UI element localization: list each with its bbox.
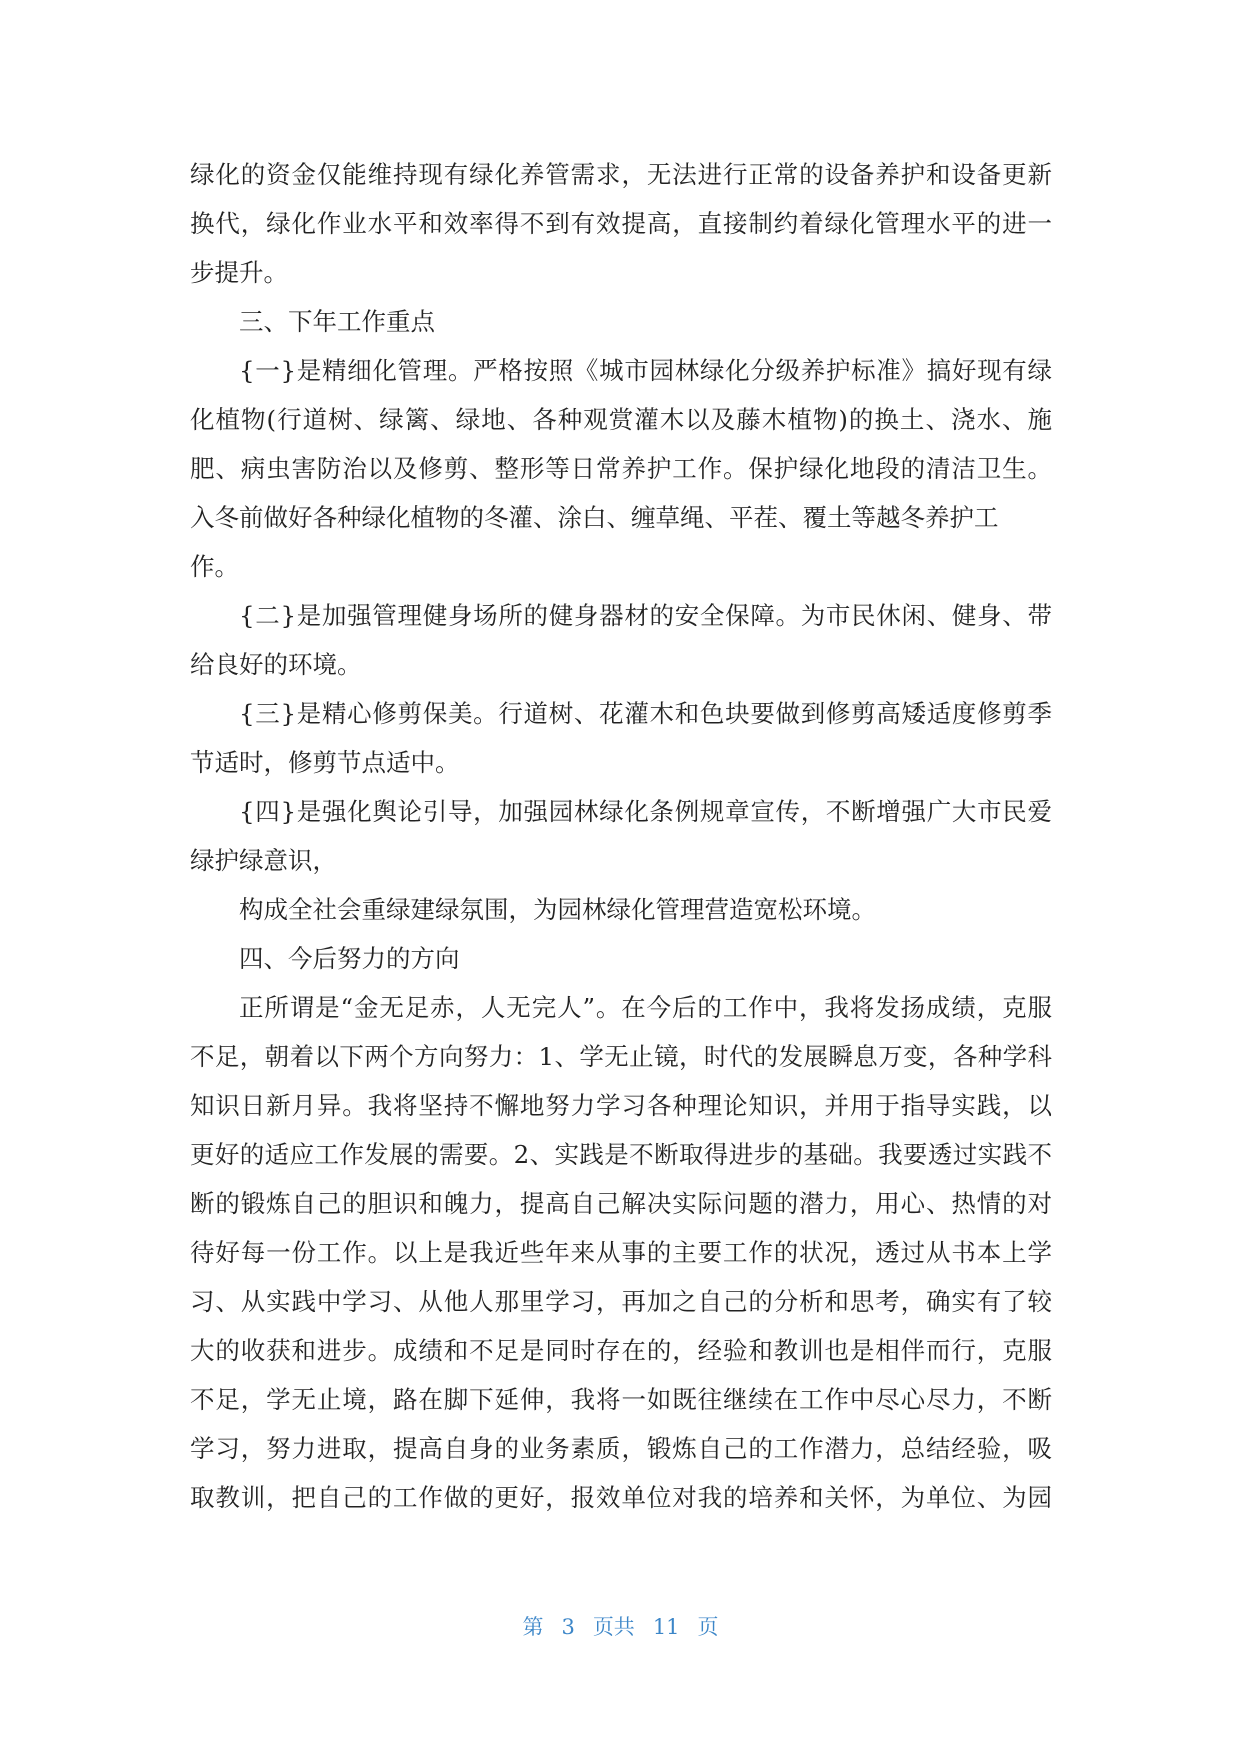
text-line: 取教训，把自己的工作做的更好，报效单位对我的培养和关怀，为单位、为园 [190,1483,1052,1512]
page-footer [0,1612,1241,1642]
text-line: 更好的适应工作发展的需要。2、实践是不断取得进步的基础。我要透过实践不 [190,1140,1052,1169]
text-line: 构成全社会重绿建绿氛围，为园林绿化管理营造宽松环境。 [239,895,876,924]
text-line: 大的收获和进步。成绩和不足是同时存在的，经验和教训也是相伴而行，克服 [190,1336,1052,1365]
text-line: 换代，绿化作业水平和效率得不到有效提高，直接制约着绿化管理水平的进一 [190,209,1052,238]
footer-suffix: 页 [697,1615,719,1639]
text-line: 断的锻炼自己的胆识和魄力，提高自己解决实际问题的潜力，用心、热情的对 [190,1189,1052,1218]
text-line: 学习，努力进取，提高自身的业务素质，锻炼自己的工作潜力，总结经验，吸 [190,1434,1052,1463]
text-line: 习、从实践中学习、从他人那里学习，再加之自己的分析和思考，确实有了较 [190,1287,1052,1316]
text-line: 给良好的环境。 [190,650,362,679]
text-line: {四}是强化舆论引导，加强园林绿化条例规章宣传，不断增强广大市民爱 [239,797,1052,826]
footer-current-page: 3 [561,1615,575,1639]
footer-total-pages: 11 [652,1615,680,1639]
text-line: 化植物(行道树、绿篱、绿地、各种观赏灌木以及藤木植物)的换土、浇水、施 [190,405,1052,434]
text-line: {一}是精细化管理。严格按照《城市园林绿化分级养护标准》搞好现有绿 [239,356,1052,385]
text-line: 作。 [190,552,239,581]
text-line: 肥、病虫害防治以及修剪、整形等日常养护工作。保护绿化地段的清洁卫生。 [190,454,1052,483]
text-line: 正所谓是“金无足赤，人无完人”。在今后的工作中，我将发扬成绩，克服 [239,993,1052,1022]
document-body [190,150,1052,1522]
text-line: 步提升。 [190,258,288,287]
footer-prefix: 第 [522,1615,544,1639]
footer-middle: 页共 [592,1615,635,1639]
text-line: {三}是精心修剪保美。行道树、花灌木和色块要做到修剪高矮适度修剪季 [239,699,1052,728]
text-line: 入冬前做好各种绿化植物的冬灌、涂白、缠草绳、平茬、覆土等越冬养护工 [190,503,999,532]
text-line: 三、下年工作重点 [239,307,435,336]
text-line: 不足，朝着以下两个方向努力：1、学无止镜，时代的发展瞬息万变，各种学科 [190,1042,1052,1071]
text-line: 不足，学无止境，路在脚下延伸，我将一如既往继续在工作中尽心尽力，不断 [190,1385,1052,1414]
text-line: {二}是加强管理健身场所的健身器材的安全保障。为市民休闲、健身、带 [239,601,1052,630]
text-line: 绿护绿意识， [190,846,337,875]
text-line: 待好每一份工作。以上是我近些年来从事的主要工作的状况，透过从书本上学 [190,1238,1052,1267]
text-line: 四、今后努力的方向 [239,944,460,973]
text-line: 节适时，修剪节点适中。 [190,748,460,777]
text-line: 绿化的资金仅能维持现有绿化养管需求，无法进行正常的设备养护和设备更新 [190,160,1052,189]
text-line: 知识日新月异。我将坚持不懈地努力学习各种理论知识，并用于指导实践，以 [190,1091,1052,1120]
